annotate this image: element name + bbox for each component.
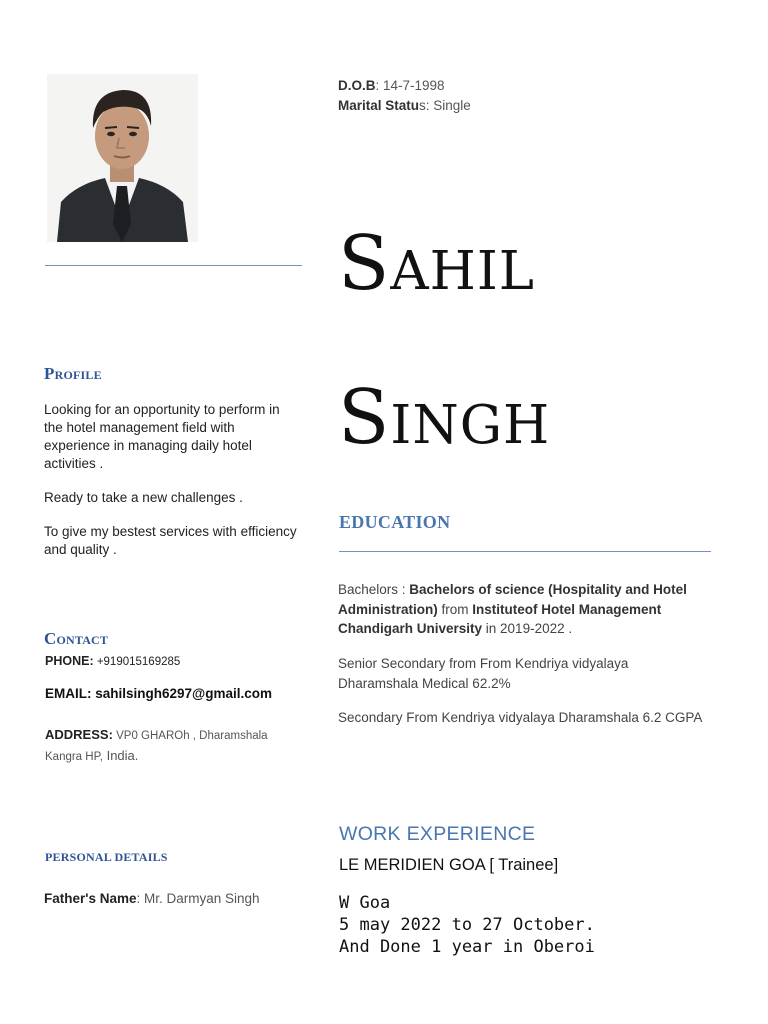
personal-info [338,76,471,115]
father-value: : Mr. Darmyan Singh [136,891,260,906]
dob-value: : 14-7-1998 [375,78,445,93]
first-name: Sahil [338,219,536,307]
work-dates: 5 may 2022 to 27 October. [339,915,595,935]
father-label: Father's Name [44,891,137,906]
contact-title: Contact [44,629,109,648]
email-label: EMAIL: [45,686,96,701]
profile-title: Profile [44,364,102,383]
dob-line [338,76,471,96]
education-title: EDUCATION [339,512,451,532]
email-line [45,686,272,701]
education-years: in 2019-2022 . [482,621,573,636]
address-line [45,725,295,767]
address-country: India. [102,748,139,763]
education-prefix: Bachelors : [338,582,410,597]
work-note: And Done 1 year in Oberoi [339,937,595,957]
profile-paragraph: Ready to take a new challenges . [44,490,243,505]
address-label: ADDRESS: [45,727,113,742]
education-divider [339,551,711,552]
profile-text [44,401,302,575]
left-divider [45,265,302,266]
education-entry [338,580,710,639]
work-location: W Goa [339,893,391,913]
education-degree: Bachelors of science (Hospitality and Hotel Administration) [338,582,687,617]
phone-value: +919015169285 [93,656,181,668]
email-value[interactable]: sahilsingh6297@gmail.com [95,686,272,701]
education-mid: from [437,601,473,617]
phone-line [45,654,180,668]
dob-label: D.O.B [338,78,376,93]
education-institute: Instituteof Hotel Management Chandigarh University [338,601,662,636]
work-position: LE MERIDIEN GOA [ Trainee] [339,856,559,874]
father-name-line [44,891,260,906]
marital-label: Marital Statu [338,97,420,113]
marital-line [338,96,471,116]
profile-photo [47,74,198,242]
marital-value: s: Single [419,97,471,113]
work-experience-title: WORK EXPERIENCE [339,823,536,845]
education-entry: Senior Secondary from From Kendriya vidyalaya Dharamshala Medical 62.2% [338,656,629,691]
personal-details-title: PERSONAL DETAILS [45,850,168,864]
profile-paragraph: To give my bestest services with efficiency and quality . [44,524,297,557]
profile-paragraph: Looking for an opportunity to perform in the hotel management field with experience in managing daily hotel activities . [44,402,280,471]
address-value: VP0 GHAROh , Dharamshala Kangra HP, [45,730,268,763]
phone-label: PHONE: [45,654,94,668]
education-entry: Secondary From Kendriya vidyalaya Dharamshala 6.2 CGPA [338,710,703,725]
last-name: Singh [338,373,551,461]
